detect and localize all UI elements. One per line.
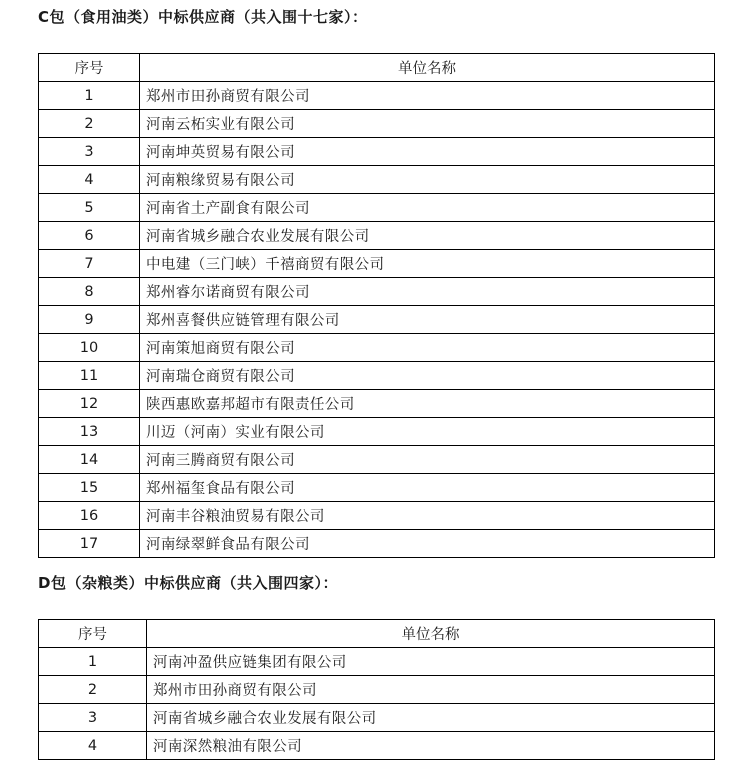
column-header-index: 序号 <box>39 620 147 648</box>
supplier-name: 河南瑞仓商贸有限公司 <box>140 362 715 390</box>
supplier-name: 河南深然粮油有限公司 <box>147 732 715 760</box>
section-c-title: C包（食用油类）中标供应商（共入围十七家）： <box>38 8 368 26</box>
table-row <box>39 704 715 732</box>
supplier-name: 郑州市田孙商贸有限公司 <box>147 676 715 704</box>
row-index: 4 <box>39 166 140 194</box>
row-index: 10 <box>39 334 140 362</box>
table-row <box>39 250 715 278</box>
row-index: 4 <box>39 732 147 760</box>
table-row <box>39 530 715 558</box>
row-index: 1 <box>39 82 140 110</box>
row-index: 1 <box>39 648 147 676</box>
supplier-name: 河南省土产副食有限公司 <box>140 194 715 222</box>
table-row <box>39 362 715 390</box>
supplier-name: 河南云柘实业有限公司 <box>140 110 715 138</box>
row-index: 2 <box>39 676 147 704</box>
section-c-rows <box>39 82 715 558</box>
row-index: 7 <box>39 250 140 278</box>
row-index: 12 <box>39 390 140 418</box>
section-d-table <box>38 619 715 760</box>
supplier-name: 郑州睿尔诺商贸有限公司 <box>140 278 715 306</box>
row-index: 9 <box>39 306 140 334</box>
row-index: 11 <box>39 362 140 390</box>
row-index: 16 <box>39 502 140 530</box>
table-row <box>39 222 715 250</box>
row-index: 3 <box>39 704 147 732</box>
table-row <box>39 194 715 222</box>
row-index: 6 <box>39 222 140 250</box>
supplier-name: 川迈（河南）实业有限公司 <box>140 418 715 446</box>
table-row <box>39 446 715 474</box>
table-row <box>39 648 715 676</box>
supplier-name: 郑州福玺食品有限公司 <box>140 474 715 502</box>
row-index: 13 <box>39 418 140 446</box>
row-index: 2 <box>39 110 140 138</box>
row-index: 15 <box>39 474 140 502</box>
table-row <box>39 334 715 362</box>
supplier-name: 河南丰谷粮油贸易有限公司 <box>140 502 715 530</box>
supplier-name: 河南绿翠鲜食品有限公司 <box>140 530 715 558</box>
supplier-name: 河南省城乡融合农业发展有限公司 <box>140 222 715 250</box>
supplier-name: 河南三腾商贸有限公司 <box>140 446 715 474</box>
table-header-row <box>39 54 715 82</box>
column-header-name: 单位名称 <box>147 620 715 648</box>
table-row <box>39 166 715 194</box>
supplier-name: 河南坤英贸易有限公司 <box>140 138 715 166</box>
section-c-table <box>38 53 715 558</box>
table-row <box>39 278 715 306</box>
table-row <box>39 474 715 502</box>
table-row <box>39 138 715 166</box>
table-row <box>39 502 715 530</box>
table-row <box>39 390 715 418</box>
table-row <box>39 110 715 138</box>
table-row <box>39 732 715 760</box>
row-index: 17 <box>39 530 140 558</box>
column-header-name: 单位名称 <box>140 54 715 82</box>
row-index: 5 <box>39 194 140 222</box>
supplier-name: 河南策旭商贸有限公司 <box>140 334 715 362</box>
section-d-rows <box>39 648 715 760</box>
row-index: 8 <box>39 278 140 306</box>
column-header-index: 序号 <box>39 54 140 82</box>
supplier-name: 河南省城乡融合农业发展有限公司 <box>147 704 715 732</box>
supplier-name: 郑州市田孙商贸有限公司 <box>140 82 715 110</box>
table-row <box>39 306 715 334</box>
supplier-name: 郑州喜餐供应链管理有限公司 <box>140 306 715 334</box>
table-row <box>39 418 715 446</box>
table-row <box>39 82 715 110</box>
row-index: 14 <box>39 446 140 474</box>
table-header-row <box>39 620 715 648</box>
table-row <box>39 676 715 704</box>
supplier-name: 中电建（三门峡）千禧商贸有限公司 <box>140 250 715 278</box>
supplier-name: 河南冲盈供应链集团有限公司 <box>147 648 715 676</box>
supplier-name: 陕西惠欧嘉邦超市有限责任公司 <box>140 390 715 418</box>
row-index: 3 <box>39 138 140 166</box>
section-d-title: D包（杂粮类）中标供应商（共入围四家）： <box>38 574 338 592</box>
supplier-name: 河南粮缘贸易有限公司 <box>140 166 715 194</box>
